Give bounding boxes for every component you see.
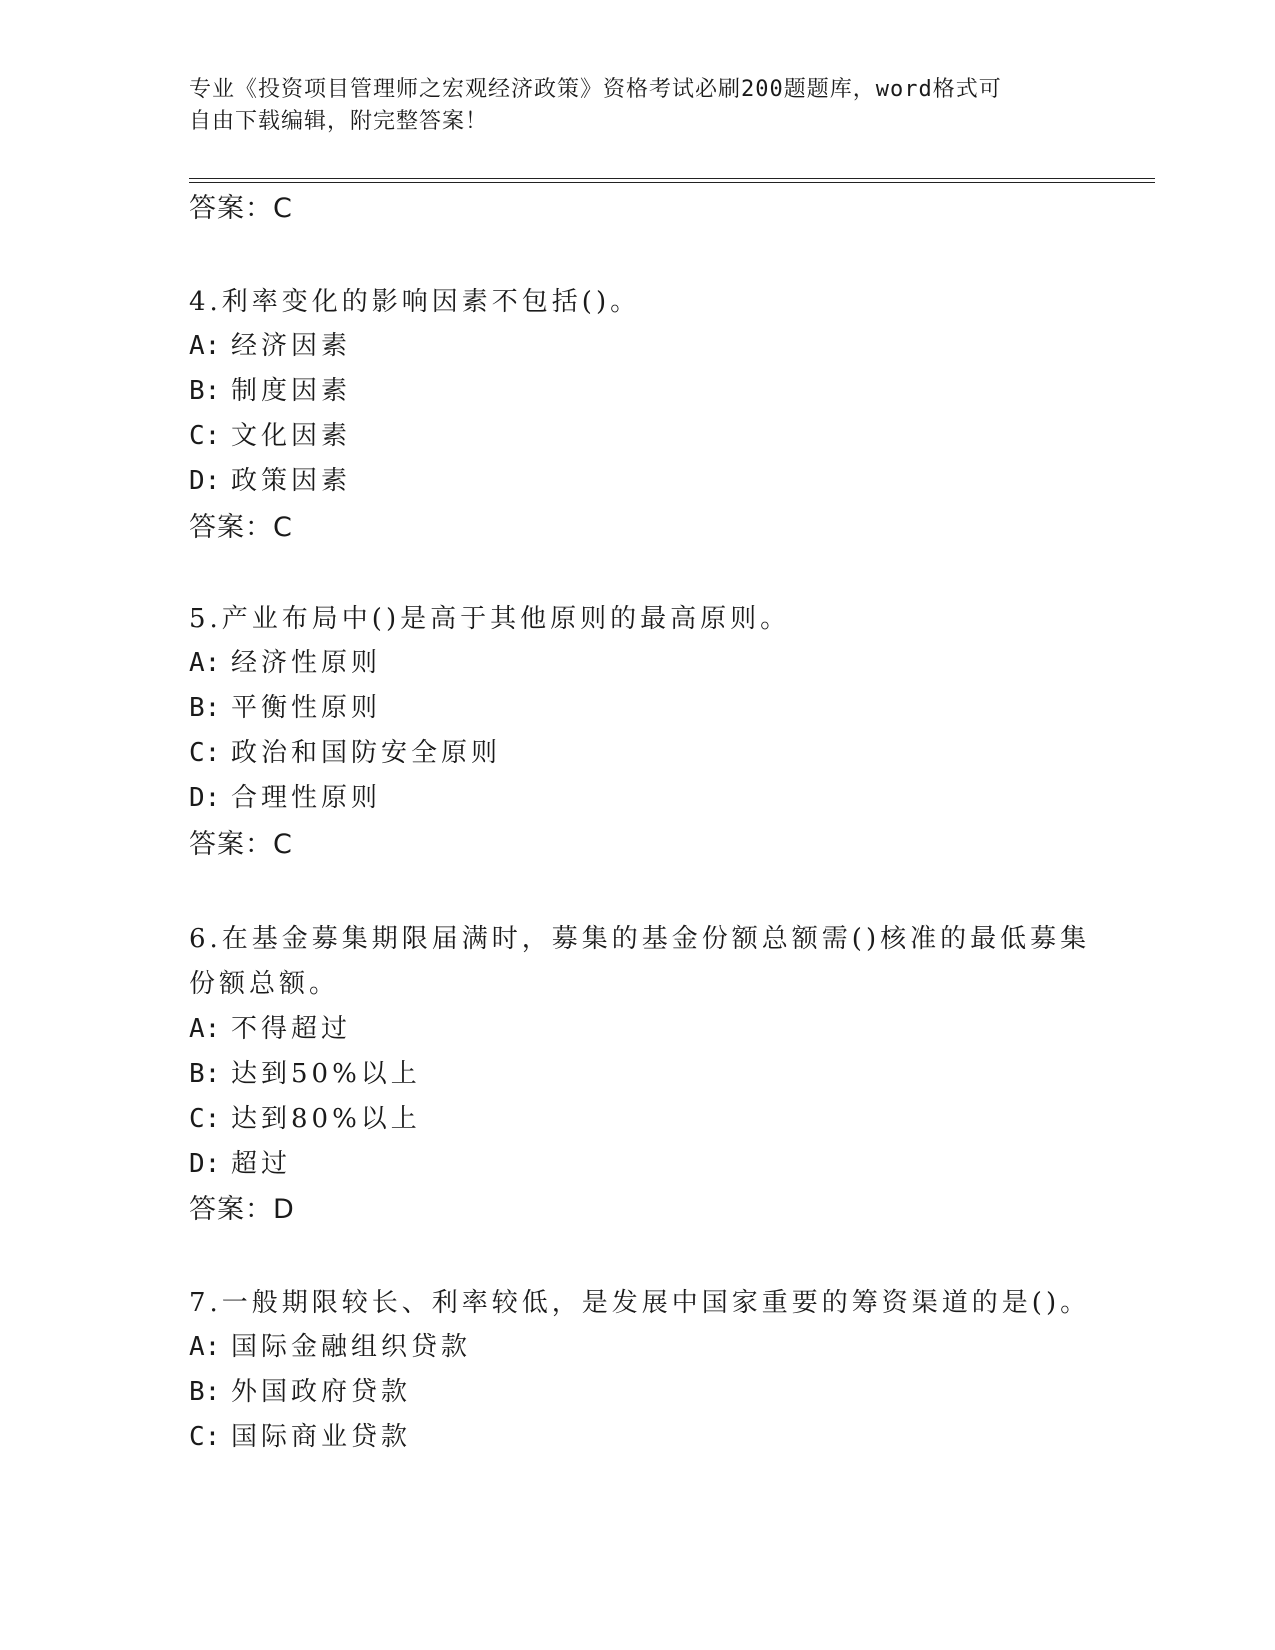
question-6-option-b xyxy=(189,1053,421,1090)
answer-q3: 答案：C xyxy=(189,193,293,224)
option-text: 经济性原则 xyxy=(231,648,382,678)
question-4-stem: 4.利率变化的影响因素不包括()。 xyxy=(189,287,641,317)
option-text: 外国政府贷款 xyxy=(231,1377,412,1407)
question-5-option-a xyxy=(189,642,381,679)
option-label: C: xyxy=(189,421,221,451)
question-4-option-a xyxy=(189,325,351,362)
option-text: 不得超过 xyxy=(231,1014,352,1044)
option-text: 国际商业贷款 xyxy=(231,1422,412,1452)
option-label: B: xyxy=(189,376,221,406)
option-text: 达到50%以上 xyxy=(231,1059,421,1089)
answer-q4: 答案：C xyxy=(189,512,293,543)
option-label: D: xyxy=(189,1149,221,1179)
question-5-stem: 5.产业布局中()是高于其他原则的最高原则。 xyxy=(189,604,791,634)
option-text: 合理性原则 xyxy=(231,783,382,813)
option-label: A: xyxy=(189,331,221,361)
question-6-stem-line-1: 6.在基金募集期限届满时，募集的基金份额总额需()核准的最低募集 xyxy=(189,924,1091,954)
header-line-2: 自由下载编辑，附完整答案！ xyxy=(189,109,489,134)
question-4-option-b xyxy=(189,370,351,407)
document-header xyxy=(189,74,1069,138)
option-text: 文化因素 xyxy=(231,421,352,451)
option-text: 制度因素 xyxy=(231,376,352,406)
option-label: A: xyxy=(189,1332,221,1362)
option-text: 超过 xyxy=(231,1149,292,1179)
header-line-1: 专业《投资项目管理师之宏观经济政策》资格考试必刷200题题库，word格式可 xyxy=(189,77,1002,102)
question-7-option-a xyxy=(189,1326,471,1363)
option-text: 平衡性原则 xyxy=(231,693,382,723)
question-5-option-c xyxy=(189,732,501,769)
question-7-option-b xyxy=(189,1371,411,1408)
question-4-option-d xyxy=(189,460,351,497)
option-label: D: xyxy=(189,466,221,496)
question-5-option-b xyxy=(189,687,381,724)
header-divider xyxy=(189,178,1155,183)
answer-q5: 答案：C xyxy=(189,829,293,860)
option-label: C: xyxy=(189,738,221,768)
question-7-stem: 7.一般期限较长、利率较低，是发展中国家重要的筹资渠道的是()。 xyxy=(189,1288,1091,1318)
option-label: C: xyxy=(189,1422,221,1452)
option-label: B: xyxy=(189,1377,221,1407)
question-6-option-d xyxy=(189,1143,291,1180)
option-label: B: xyxy=(189,693,221,723)
option-label: A: xyxy=(189,648,221,678)
question-6-option-c xyxy=(189,1098,421,1135)
option-text: 政策因素 xyxy=(231,466,352,496)
option-text: 政治和国防安全原则 xyxy=(231,738,502,768)
question-6-stem-line-2: 份额总额。 xyxy=(189,969,340,999)
option-label: A: xyxy=(189,1014,221,1044)
question-5-option-d xyxy=(189,777,381,814)
question-6-option-a xyxy=(189,1008,351,1045)
option-text: 国际金融组织贷款 xyxy=(231,1332,472,1362)
option-label: B: xyxy=(189,1059,221,1089)
answer-q6: 答案：D xyxy=(189,1194,295,1225)
option-text: 经济因素 xyxy=(231,331,352,361)
option-label: D: xyxy=(189,783,221,813)
question-7-option-c xyxy=(189,1416,411,1453)
question-4-option-c xyxy=(189,415,351,452)
option-text: 达到80%以上 xyxy=(231,1104,421,1134)
option-label: C: xyxy=(189,1104,221,1134)
